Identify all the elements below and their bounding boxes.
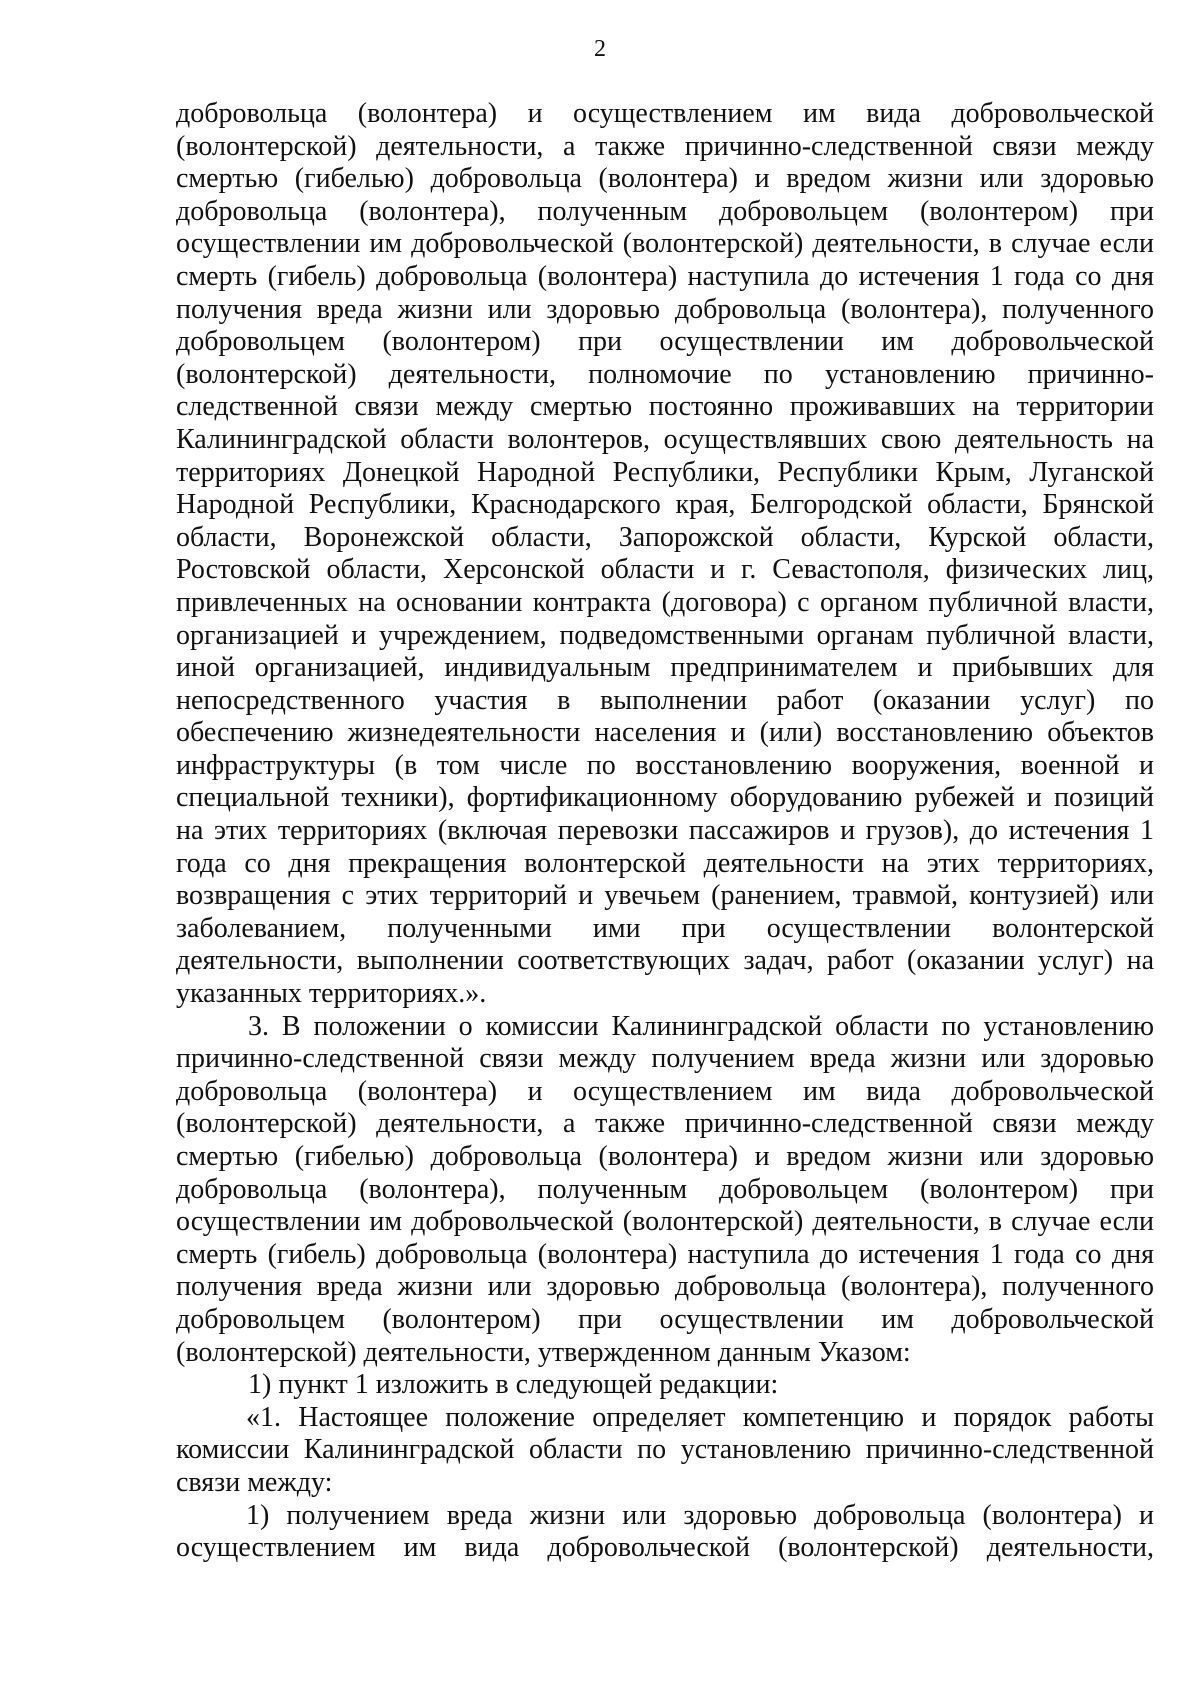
paragraph-continuation: добровольца (волонтера) и осуществлением им вида добровольческой (волонтерской) деятельности, а также причинно-следственной связи между смертью (гибелью) добровольца (волонтера) и вредом жизни или здоровью добровольца (волонтера), полученным добровольцем (волонтером) при осуществлении им добровольческой (волонтерской) деятельности, в случае если смерть (гибель) добровольца (волонтера) наступила до истечения 1 года со дня получения вреда жизни или здоровью добровольца (волонтера), полученного добровольцем (волонтером) при осуществлении им добровольческой (волонтерской) деятельности, полномочие по установлению причинно-следственной связи между смертью постоянно проживавших на территории Калининградской области волонтеров, осуществлявших свою деятельность на территориях Донецкой Народной Республики, Республики Крым, Луганской Народной Республики, Краснодарского края, Белгородской области, Брянской области, Воронежской области, Запорожской области, Курской области, Ростовской области, Херсонской области и г. Севастополя, физических лиц, привлеченных на основании контракта (договора) с органом публичной власти, организацией и учреждением, подведомственными органам публичной власти, иной организацией, индивидуальным предпринимателем и прибывших для непосредственного участия в выполнении работ (оказании услуг) по обеспечению жизнедеятельности населения и (или) восстановлению объектов инфраструктуры (в том числе по восстановлению вооружения, военной и специальной техники), фортификационному оборудованию рубежей и позиций на этих территориях (включая перевозки пассажиров и грузов), до истечения 1 года со дня прекращения волонтерской деятельности на этих территориях, возвращения с этих территорий и увечьем (ранением, травмой, контузией) или заболеванием, полученными ими при осуществлении волонтерской деятельности, выполнении соответствующих задач, работ (оказании услуг) на указанных территориях.». — [176, 98, 1154, 1010]
paragraph-subitem-1: 1) пункт 1 изложить в следующей редакции: — [248, 1369, 779, 1401]
document-body — [176, 98, 1154, 1565]
page-number: 2 — [594, 36, 606, 62]
paragraph-quoted-point-1: «1. Настоящее положение определяет компетенцию и порядок работы комиссии Калининградской области по установлению причинно-следственной связи между: — [176, 1401, 1154, 1498]
paragraph-quoted-subpoint-1: 1) получением вреда жизни или здоровью добровольца (волонтера) и осуществлением им вида добровольческой (волонтерской) деятельности, — [176, 1499, 1154, 1564]
paragraph-item-3: 3. В положении о комиссии Калининградской области по установлению причинно-следственной связи между получением вреда жизни или здоровью добровольца (волонтера) и осуществлением им вида добровольческой (волонтерской) деятельности, а также причинно-следственной связи между смертью (гибелью) добровольца (волонтера) и вредом жизни или здоровью добровольца (волонтера), полученным добровольцем (волонтером) при осуществлении им добровольческой (волонтерской) деятельности, в случае если смерть (гибель) добровольца (волонтера) наступила до истечения 1 года со дня получения вреда жизни или здоровью добровольца (волонтера), полученного добровольцем (волонтером) при осуществлении им добровольческой (волонтерской) деятельности, утвержденном данным Указом: — [176, 1010, 1154, 1368]
